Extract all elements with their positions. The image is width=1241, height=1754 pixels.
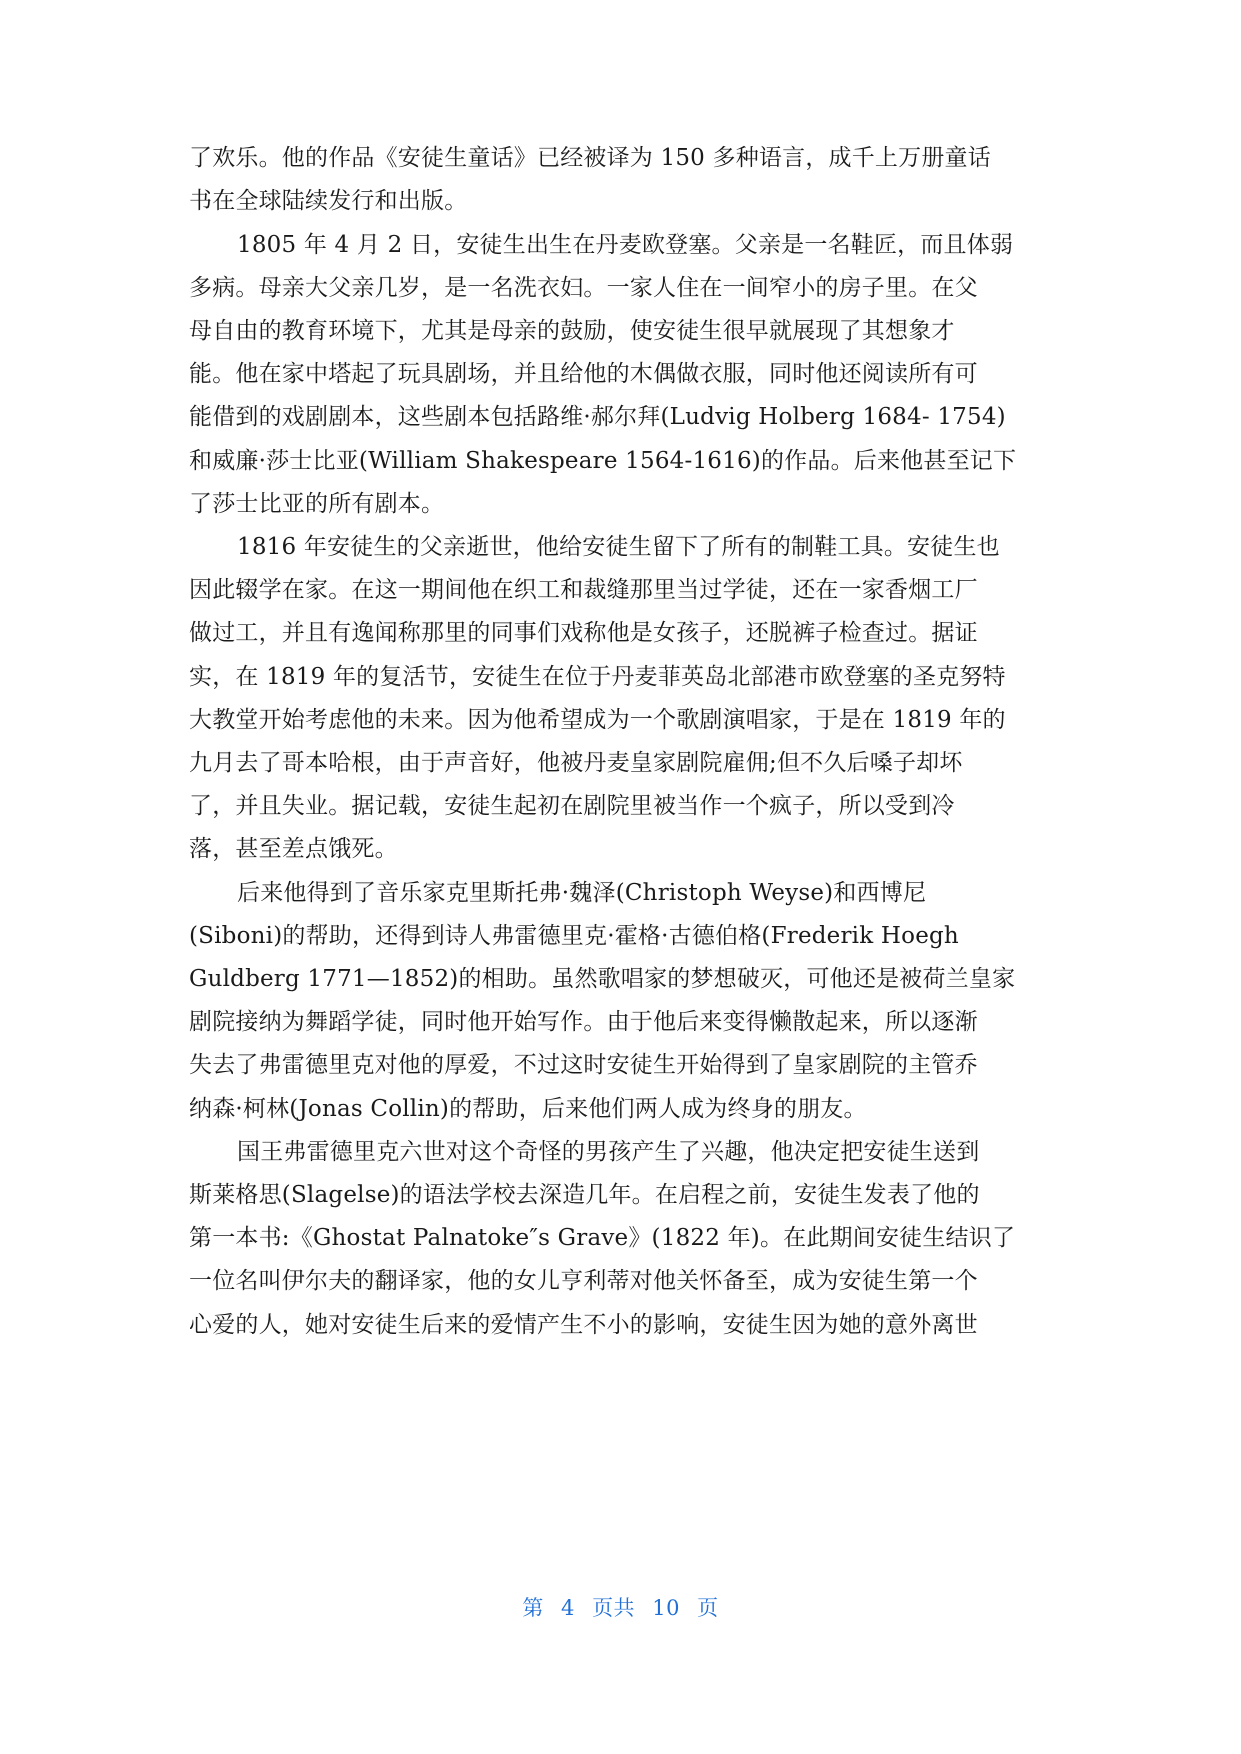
text-line: 落，甚至差点饿死。 — [189, 836, 398, 862]
footer-prefix: 第 — [522, 1596, 544, 1620]
text-line: 后来他得到了音乐家克里斯托弗·魏泽(Christoph Weyse)和西博尼 — [237, 880, 927, 906]
text-line: 了，并且失业。据记载，安徒生起初在剧院里被当作一个疯子，所以受到冷 — [189, 793, 955, 819]
text-line: 纳森·柯林(Jonas Collin)的帮助，后来他们两人成为终身的朋友。 — [189, 1096, 867, 1122]
current-page-number: 4 — [561, 1596, 575, 1620]
page-footer — [0, 1592, 1241, 1622]
text-line: 第一本书:《Ghostat Palnatoke″s Grave》(1822 年)。在此期间安徒生结识了 — [189, 1225, 1016, 1251]
text-line: 书在全球陆续发行和出版。 — [189, 188, 468, 214]
footer-middle: 页共 — [592, 1596, 636, 1620]
text-line: 1805 年 4 月 2 日，安徒生出生在丹麦欧登塞。父亲是一名鞋匠，而且体弱 — [237, 232, 1014, 258]
text-line: 斯莱格思(Slagelse)的语法学校去深造几年。在启程之前，安徒生发表了他的 — [189, 1182, 980, 1208]
text-line: (Siboni)的帮助，还得到诗人弗雷德里克·霍格·古德伯格(Frederik Hoegh — [189, 923, 959, 949]
text-line: 多病。母亲大父亲几岁，是一名洗衣妇。一家人住在一间窄小的房子里。在父 — [189, 275, 978, 301]
text-line: 九月去了哥本哈根，由于声音好，他被丹麦皇家剧院雇佣;但不久后嗓子却坏 — [189, 750, 963, 776]
text-line: 做过工，并且有逸闻称那里的同事们戏称他是女孩子，还脱裤子检查过。据证 — [189, 620, 978, 646]
text-line: Guldberg 1771—1852)的相助。虽然歌唱家的梦想破灭，可他还是被荷兰皇家 — [189, 966, 1016, 992]
text-line: 和威廉·莎士比亚(William Shakespeare 1564-1616)的作品。后来他甚至记下 — [189, 448, 1017, 474]
text-line: 失去了弗雷德里克对他的厚爱，不过这时安徒生开始得到了皇家剧院的主管乔 — [189, 1052, 978, 1078]
text-line: 一位名叫伊尔夫的翻译家，他的女儿亨利蒂对他关怀备至，成为安徒生第一个 — [189, 1268, 978, 1294]
text-line: 了莎士比亚的所有剧本。 — [189, 491, 445, 517]
text-line: 因此辍学在家。在这一期间他在织工和裁缝那里当过学徒，还在一家香烟工厂 — [189, 577, 978, 603]
text-line: 能借到的戏剧剧本，这些剧本包括路维·郝尔拜(Ludvig Holberg 1684- 1754) — [189, 404, 1006, 430]
total-page-count: 10 — [652, 1596, 680, 1620]
text-line: 1816 年安徒生的父亲逝世，他给安徒生留下了所有的制鞋工具。安徒生也 — [237, 534, 1000, 560]
footer-suffix: 页 — [697, 1596, 719, 1620]
text-line: 剧院接纳为舞蹈学徒，同时他开始写作。由于他后来变得懒散起来，所以逐渐 — [189, 1009, 978, 1035]
text-line: 能。他在家中塔起了玩具剧场，并且给他的木偶做衣服，同时他还阅读所有可 — [189, 361, 978, 387]
text-line: 心爱的人，她对安徒生后来的爱情产生不小的影响，安徒生因为她的意外离世 — [189, 1312, 978, 1338]
text-line: 了欢乐。他的作品《安徒生童话》已经被译为 150 多种语言，成千上万册童话 — [189, 145, 991, 171]
text-line: 大教堂开始考虑他的未来。因为他希望成为一个歌剧演唱家，于是在 1819 年的 — [189, 707, 1006, 733]
text-line: 实，在 1819 年的复活节，安徒生在位于丹麦菲英岛北部港市欧登塞的圣克努特 — [189, 664, 1006, 690]
text-line: 国王弗雷德里克六世对这个奇怪的男孩产生了兴趣，他决定把安徒生送到 — [237, 1139, 980, 1165]
text-line: 母自由的教育环境下，尤其是母亲的鼓励，使安徒生很早就展现了其想象才 — [189, 318, 955, 344]
